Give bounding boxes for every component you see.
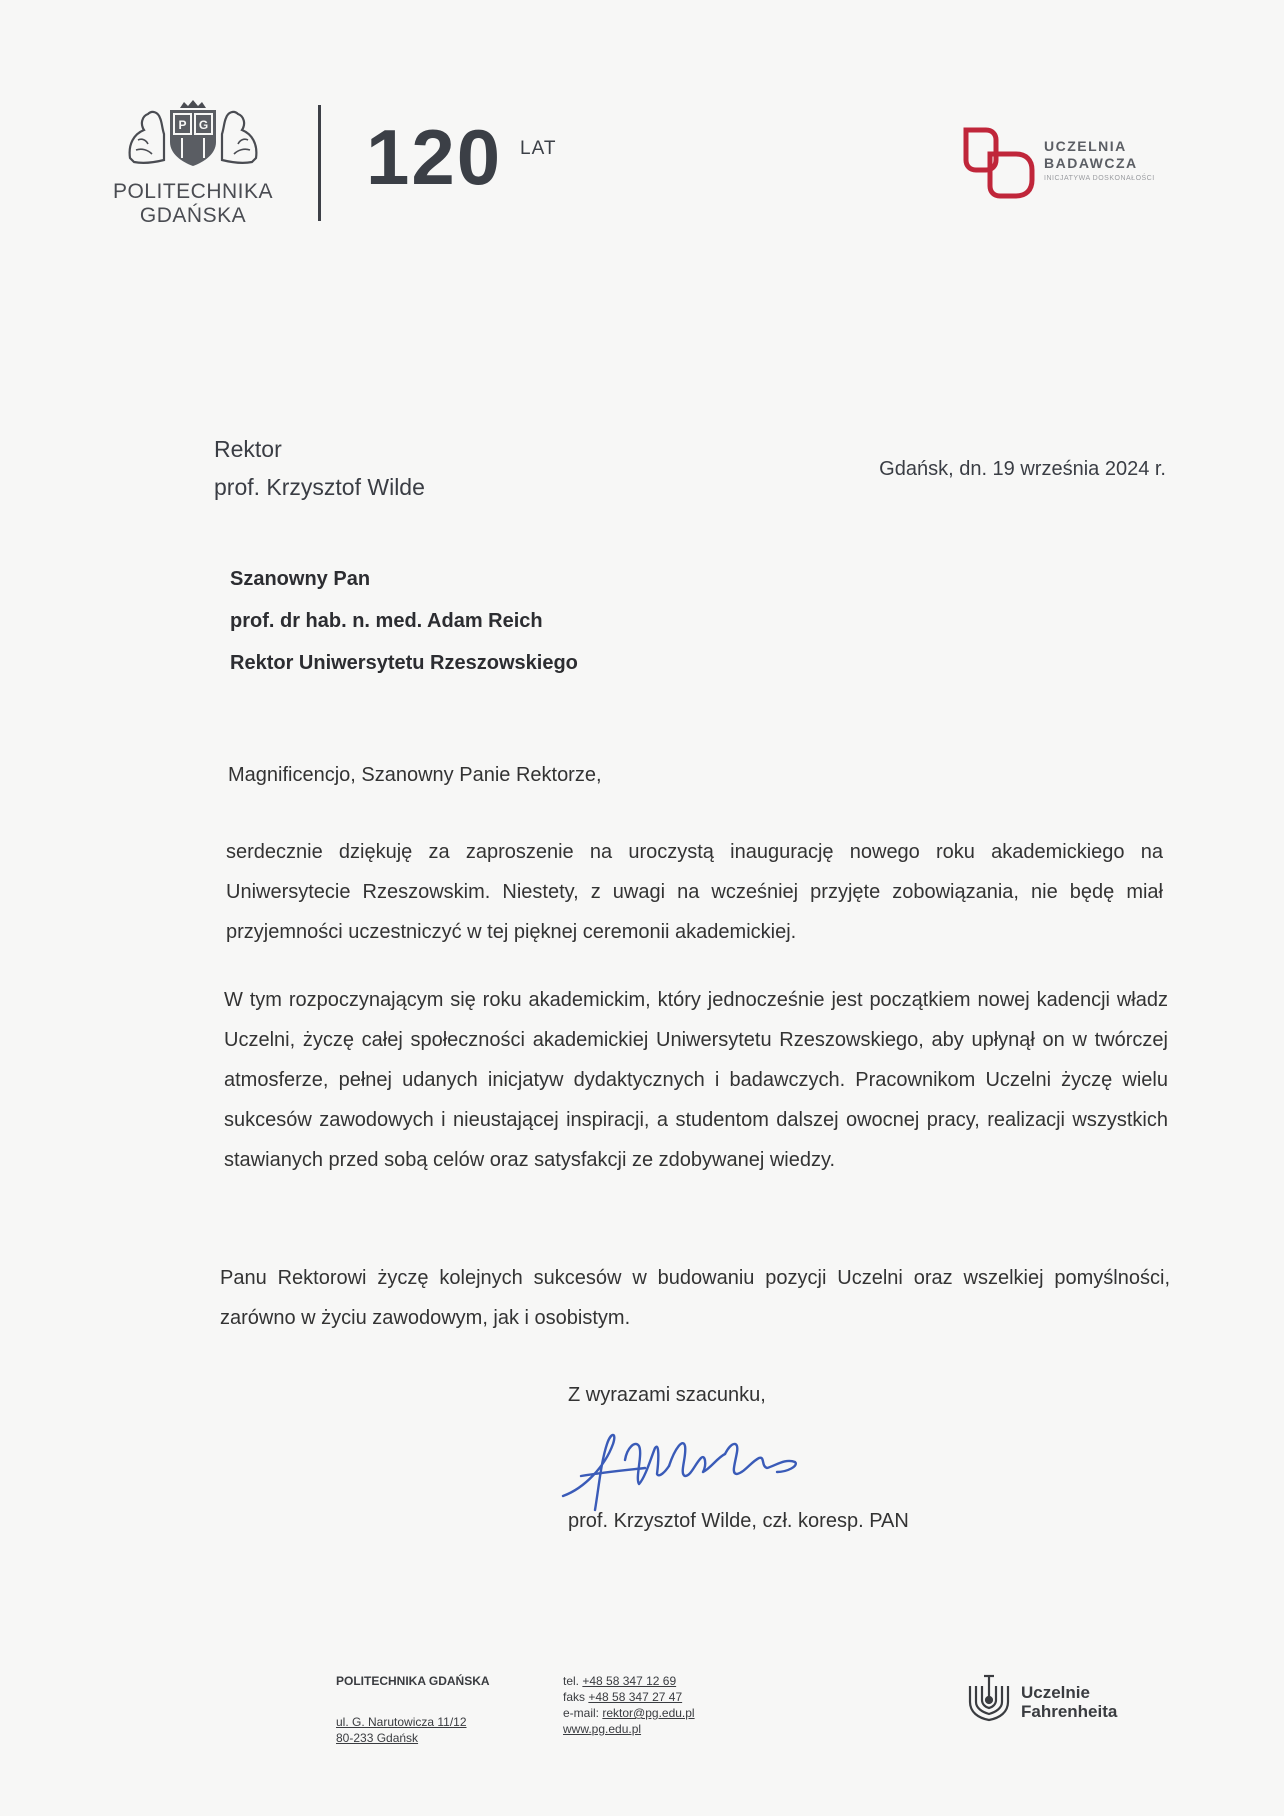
politechnika-logo	[108, 100, 278, 228]
footer-org: POLITECHNIKA GDAŃSKA	[336, 1674, 490, 1688]
salutation: Magnificencjo, Szanowny Panie Rektorze,	[228, 764, 602, 786]
partner-line2: Fahrenheita	[1021, 1702, 1118, 1721]
fax-label: faks	[563, 1690, 586, 1704]
header-divider	[318, 105, 321, 221]
email-link[interactable]: rektor@pg.edu.pl	[602, 1706, 695, 1720]
research-university-icon	[960, 124, 1040, 204]
paragraph-2: W tym rozpoczynającym się roku akademickim, który jednocześnie jest początkiem nowej kadencji władz Uczelni, życzę całej społeczności akademickiej Uniwersytetu Rzeszowskiego, aby upłynął on w twórczej atmosferze, pełnej udanych inicjatyw dydaktycznych i badawczych. Pracownikom Uczelni życzę wielu sukcesów zawodowych i nieustającej inspiracji, a studentom dalszej owocnej pracy, realizacji wszystkich stawianych przed sobą celów oraz satysfakcji ze zdobywanej wiedzy.	[224, 989, 1168, 1171]
svg-text:P: P	[178, 118, 187, 132]
fahrenheit-universities-icon	[964, 1672, 1014, 1722]
tel-number[interactable]: +48 58 347 12 69	[582, 1674, 677, 1688]
footer-address	[336, 1714, 467, 1746]
paragraph-3: Panu Rektorowi życzę kolejnych sukcesów w budowaniu pozycji Uczelni oraz wszelkiej pomyślności, zarówno w życiu zawodowym, jak i osobistym.	[220, 1267, 1170, 1329]
anniversary-number: 120	[366, 113, 503, 201]
svg-text:G: G	[198, 118, 209, 132]
university-name-line2: GDAŃSKA	[139, 204, 247, 227]
footer-address-line2: 80-233 Gdańsk	[336, 1731, 419, 1745]
sender-name: prof. Krzysztof Wilde	[214, 474, 425, 500]
recipient-line3: Rektor Uniwersytetu Rzeszowskiego	[230, 652, 578, 674]
email-label: e-mail:	[563, 1706, 600, 1720]
sender-block	[214, 430, 425, 506]
university-name-line1: POLITECHNIKA	[112, 180, 274, 203]
signer-name: prof. Krzysztof Wilde, czł. koresp. PAN	[568, 1510, 909, 1532]
recipient-line1: Szanowny Pan	[230, 568, 371, 590]
tel-label: tel.	[563, 1674, 580, 1688]
website-link[interactable]: www.pg.edu.pl	[563, 1722, 642, 1736]
sender-role: Rektor	[214, 436, 282, 462]
handwritten-signature	[555, 1418, 835, 1518]
coat-of-arms-icon	[118, 100, 268, 172]
anniversary-unit: LAT	[520, 138, 557, 159]
research-badge-sub: INICJATYWA DOSKONAŁOŚCI	[1044, 175, 1155, 182]
recipient-block	[230, 558, 578, 684]
fax-number[interactable]: +48 58 347 27 47	[588, 1690, 683, 1704]
partner-line1: Uczelnie	[1021, 1683, 1090, 1702]
closing: Z wyrazami szacunku,	[568, 1384, 766, 1406]
letter-date: Gdańsk, dn. 19 września 2024 r.	[879, 458, 1166, 480]
paragraph-1: serdecznie dziękuję za zaproszenie na uroczystą inaugurację nowego roku akademickiego na Uniwersytecie Rzeszowskim. Niestety, z uwagi na wcześniej przyjęte zobowiązania, nie będę miał przyjemności uczestniczyć w tej pięknej ceremonii akademickiej.	[226, 841, 1163, 943]
research-badge-line1: UCZELNIA	[1044, 138, 1127, 154]
research-badge-line2: BADAWCZA	[1044, 155, 1138, 171]
footer-contact	[563, 1673, 695, 1737]
footer-address-line1: ul. G. Narutowicza 11/12	[336, 1715, 467, 1729]
recipient-line2: prof. dr hab. n. med. Adam Reich	[230, 610, 543, 632]
